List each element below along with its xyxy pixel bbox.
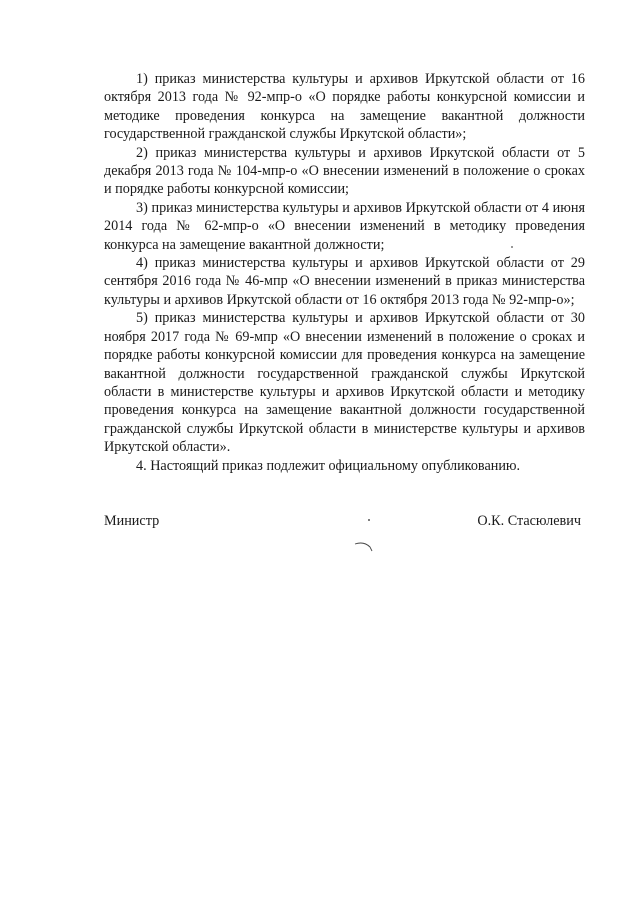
signatory-name: О.К. Стасюлевич [477, 513, 581, 529]
paragraph-item-1: 1) приказ министерства культуры и архивов Иркутской области от 16 октября 2013 года № 92-мпр-о «О порядке работы конкурсной комиссии и методике проведения конкурса на замещение вакантной должности государственной гражданской службы Иркутской области»; [104, 71, 585, 143]
paragraph-item-2: 2) приказ министерства культуры и архивов Иркутской области от 5 декабря 2013 года № 104-мпр-о «О внесении изменений в положение о сроках и порядке работы конкурсной комиссии; [104, 144, 585, 198]
paragraph-item-5: 5) приказ министерства культуры и архивов Иркутской области от 30 ноября 2017 года № 69-мпр «О внесении изменений в положение о сроках и порядке работы конкурсной комиссии для проведения конкурса на замещение вакантной должности государственной гражданской службы Иркутской области в министерстве культуры и архивов Иркутской области и методику проведения конкурса на замещение вакантной должности государственной гражданской службы Иркутской области в министерстве культуры и архивов Иркутской области». [104, 310, 585, 456]
scan-speck [368, 519, 370, 521]
scan-speck [511, 246, 513, 248]
document-body [104, 70, 585, 475]
signature-block [104, 513, 585, 533]
signatory-title: Министр [104, 513, 160, 529]
paragraph-item-3: 3) приказ министерства культуры и архивов Иркутской области от 4 июня 2014 года № 62-мпр-о «О внесении изменений в методику проведения конкурса на замещение вакантной должности; [104, 199, 585, 253]
pen-stroke-mark [354, 542, 374, 554]
paragraph-item-4: 4) приказ министерства культуры и архивов Иркутской области от 29 сентября 2016 года № 46-мпр «О внесении изменений в приказ министерства культуры и архивов Иркутской области от 16 октября 2013 года № 92-мпр-о»; [104, 255, 585, 308]
paragraph-publication: 4. Настоящий приказ подлежит официальному опубликованию. [136, 457, 521, 474]
